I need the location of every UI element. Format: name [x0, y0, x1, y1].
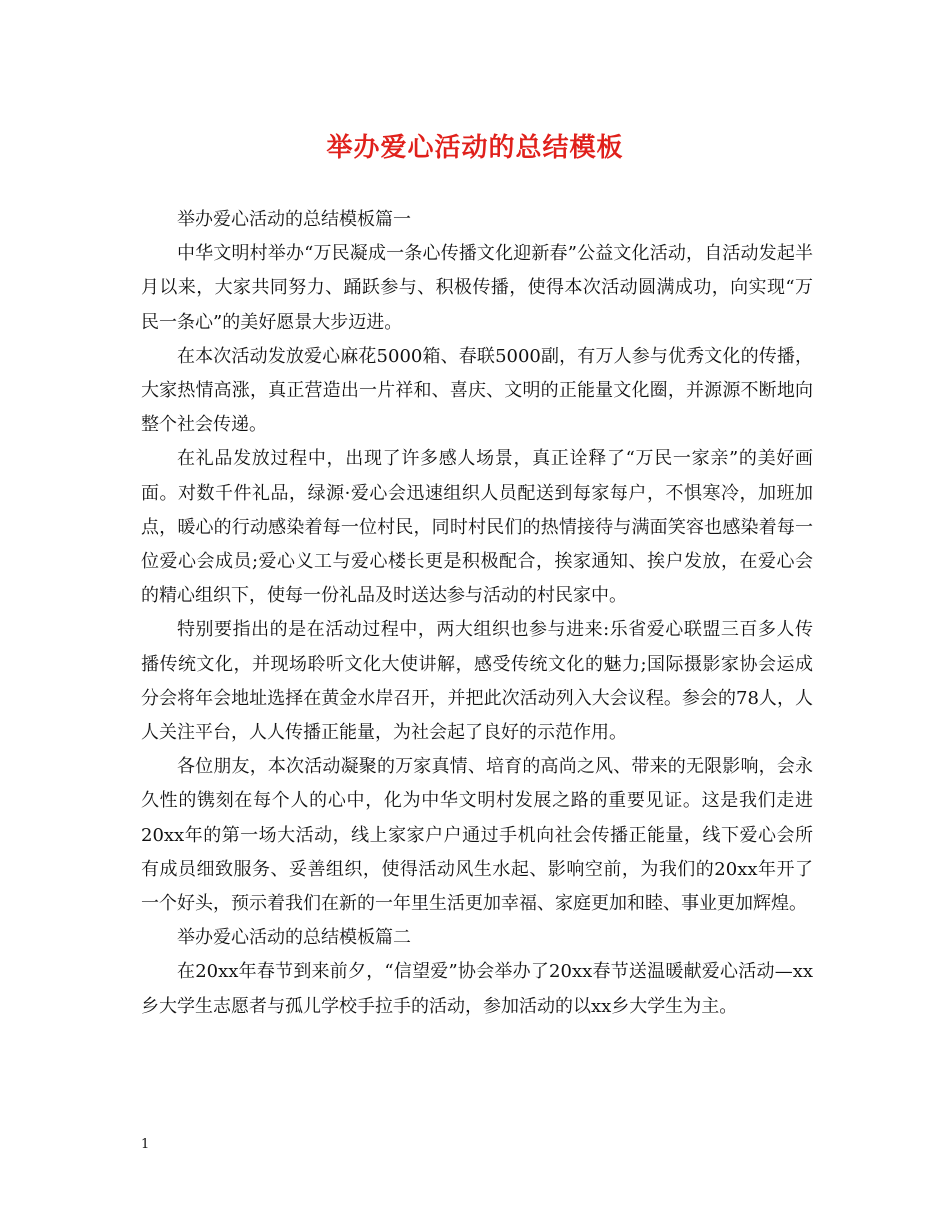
- body-paragraph: 在20xx年春节到来前夕，“信望爱”协会举办了20xx春节送温暖献爱心活动—xx乡大学生志愿者与孤儿学校手拉手的活动，参加活动的以xx乡大学生为主。: [141, 961, 813, 1017]
- body-paragraph: 特别要指出的是在活动过程中，两大组织也参与进来:乐省爱心联盟三百多人传播传统文化，并现场聆听文化大使讲解，感受传统文化的魅力;国际摄影家协会运成分会将年会地址选择在黄金水岸召开，并把此次活动列入大会议程。参会的78人，人人关注平台，人人传播正能量，为社会起了良好的示范作用。: [141, 619, 813, 744]
- document-title: 举办爱心活动的总结模板: [326, 133, 624, 163]
- body-paragraph: 在礼品发放过程中，出现了许多感人场景，真正诠释了“万民一家亲”的美好画面。对数千件礼品，绿源·爱心会迅速组织人员配送到每家每户，不惧寒冷，加班加点，暖心的行动感染着每一位村民，同时村民们的热情接待与满面笑容也感染着每一位爱心会成员;爱心义工与爱心楼长更是积极配合，挨家通知、挨户发放，在爱心会的精心组织下，使每一份礼品及时送达参与活动的村民家中。: [141, 448, 813, 607]
- body-paragraph: 中华文明村举办“万民凝成一条心传播文化迎新春”公益文化活动，自活动发起半月以来，大家共同努力、踊跃参与、积极传播，使得本次活动圆满成功，向实现“万民一条心”的美好愿景大步迈进。: [141, 243, 813, 333]
- section-heading-1: 举办爱心活动的总结模板篇一: [177, 209, 411, 230]
- page-number: 1: [141, 1137, 150, 1152]
- document-body: [141, 203, 813, 1024]
- body-paragraph: 在本次活动发放爱心麻花5000箱、春联5000副，有万人参与优秀文化的传播，大家热情高涨，真正营造出一片祥和、喜庆、文明的正能量文化圈，并源源不断地向整个社会传递。: [141, 345, 813, 436]
- section-heading-2: 举办爱心活动的总结模板篇二: [177, 927, 411, 949]
- body-paragraph: 各位朋友，本次活动凝聚的万家真情、培育的高尚之风、带来的无限影响，会永久性的镌刻在每个人的心中，化为中华文明村发展之路的重要见证。这是我们走进20xx年的第一场大活动，线上家家户户通过手机向社会传播正能量，线下爱心会所有成员细致服务、妥善组织，使得活动风生水起、影响空前，为我们的20xx年开了一个好头，预示着我们在新的一年里生活更加幸福、家庭更加和睦、事业更加辉煌。: [141, 756, 813, 915]
